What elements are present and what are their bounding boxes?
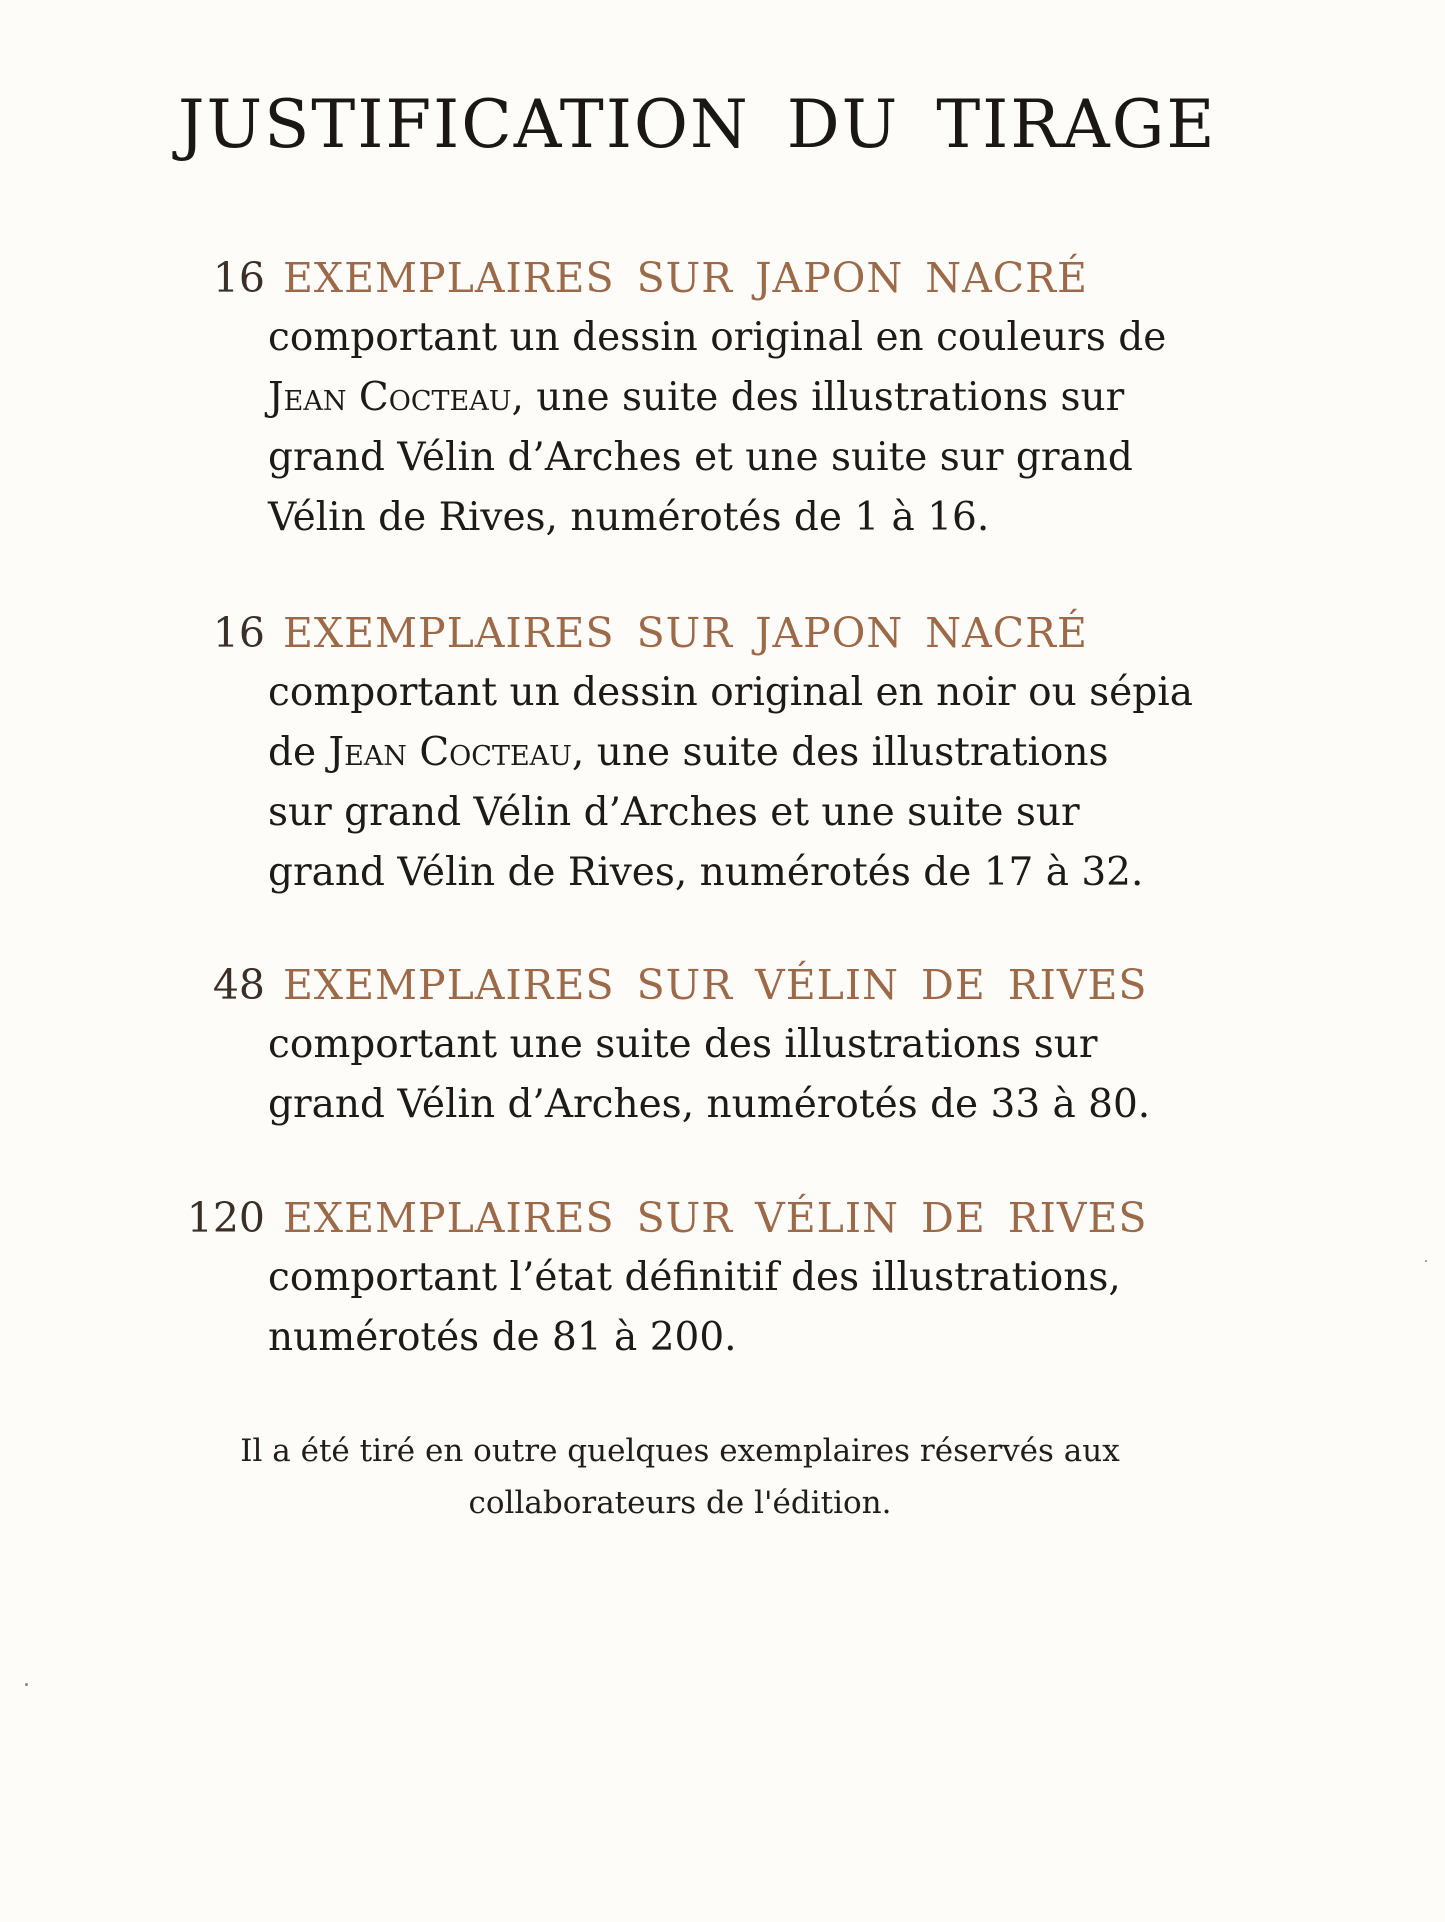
artist-name: Jean Cocteau, (328, 730, 585, 775)
entry-quantity: 120 (186, 1194, 265, 1242)
note-line: collaborateurs de l'édition. (468, 1485, 892, 1521)
description-line: grand Vélin d’Arches et une suite sur grand (268, 435, 1133, 480)
edition-entry-3 (165, 955, 1195, 1135)
entry-heading: EXEMPLAIRES SUR JAPON NACRÉ (283, 254, 1088, 302)
artist-name: Jean Cocteau, (268, 375, 524, 420)
description-line: Vélin de Rives, numérotés de 1 à 16. (268, 495, 990, 540)
entry-description (165, 1015, 1195, 1135)
note-line: Il a été tiré en outre quelques exemplaires réservés aux (240, 1433, 1120, 1469)
description-line: comportant une suite des illustrations sur (268, 1022, 1098, 1067)
description-text: une suite des illustrations (596, 730, 1109, 775)
description-line: grand Vélin d’Arches, numérotés de 33 à 80. (268, 1082, 1151, 1127)
edition-entry-2 (165, 603, 1195, 903)
edition-entry-4 (165, 1188, 1195, 1368)
description-text: de (268, 730, 317, 775)
entry-heading: EXEMPLAIRES SUR VÉLIN DE RIVES (283, 1194, 1148, 1242)
edition-entry-1 (165, 248, 1195, 548)
entry-description (165, 663, 1195, 903)
description-line (268, 368, 1195, 428)
description-line: numérotés de 81 à 200. (268, 1315, 737, 1360)
entry-quantity: 48 (212, 961, 265, 1009)
entry-description (165, 308, 1195, 548)
closing-note (165, 1425, 1195, 1529)
description-line (268, 723, 1195, 783)
entry-heading: EXEMPLAIRES SUR JAPON NACRÉ (283, 609, 1088, 657)
description-line: comportant l’état définitif des illustrations, (268, 1255, 1121, 1300)
entry-description (165, 1248, 1195, 1368)
description-text: une suite des illustrations sur (536, 375, 1125, 420)
entry-heading-line (165, 1188, 1195, 1248)
description-line: grand Vélin de Rives, numérotés de 17 à 32. (268, 850, 1144, 895)
entry-heading-line (165, 955, 1195, 1015)
entry-quantity: 16 (212, 609, 265, 657)
entry-heading: EXEMPLAIRES SUR VÉLIN DE RIVES (283, 961, 1148, 1009)
entry-quantity: 16 (212, 254, 265, 302)
page-title: JUSTIFICATION DU TIRAGE (178, 86, 1217, 163)
description-line: sur grand Vélin d’Arches et une suite sur (268, 790, 1080, 835)
entry-heading-line (165, 248, 1195, 308)
description-line: comportant un dessin original en couleurs de (268, 315, 1167, 360)
paper-speck (1425, 1260, 1427, 1262)
entry-heading-line (165, 603, 1195, 663)
description-line: comportant un dessin original en noir ou sépia (268, 670, 1193, 715)
paper-speck (25, 1683, 28, 1686)
